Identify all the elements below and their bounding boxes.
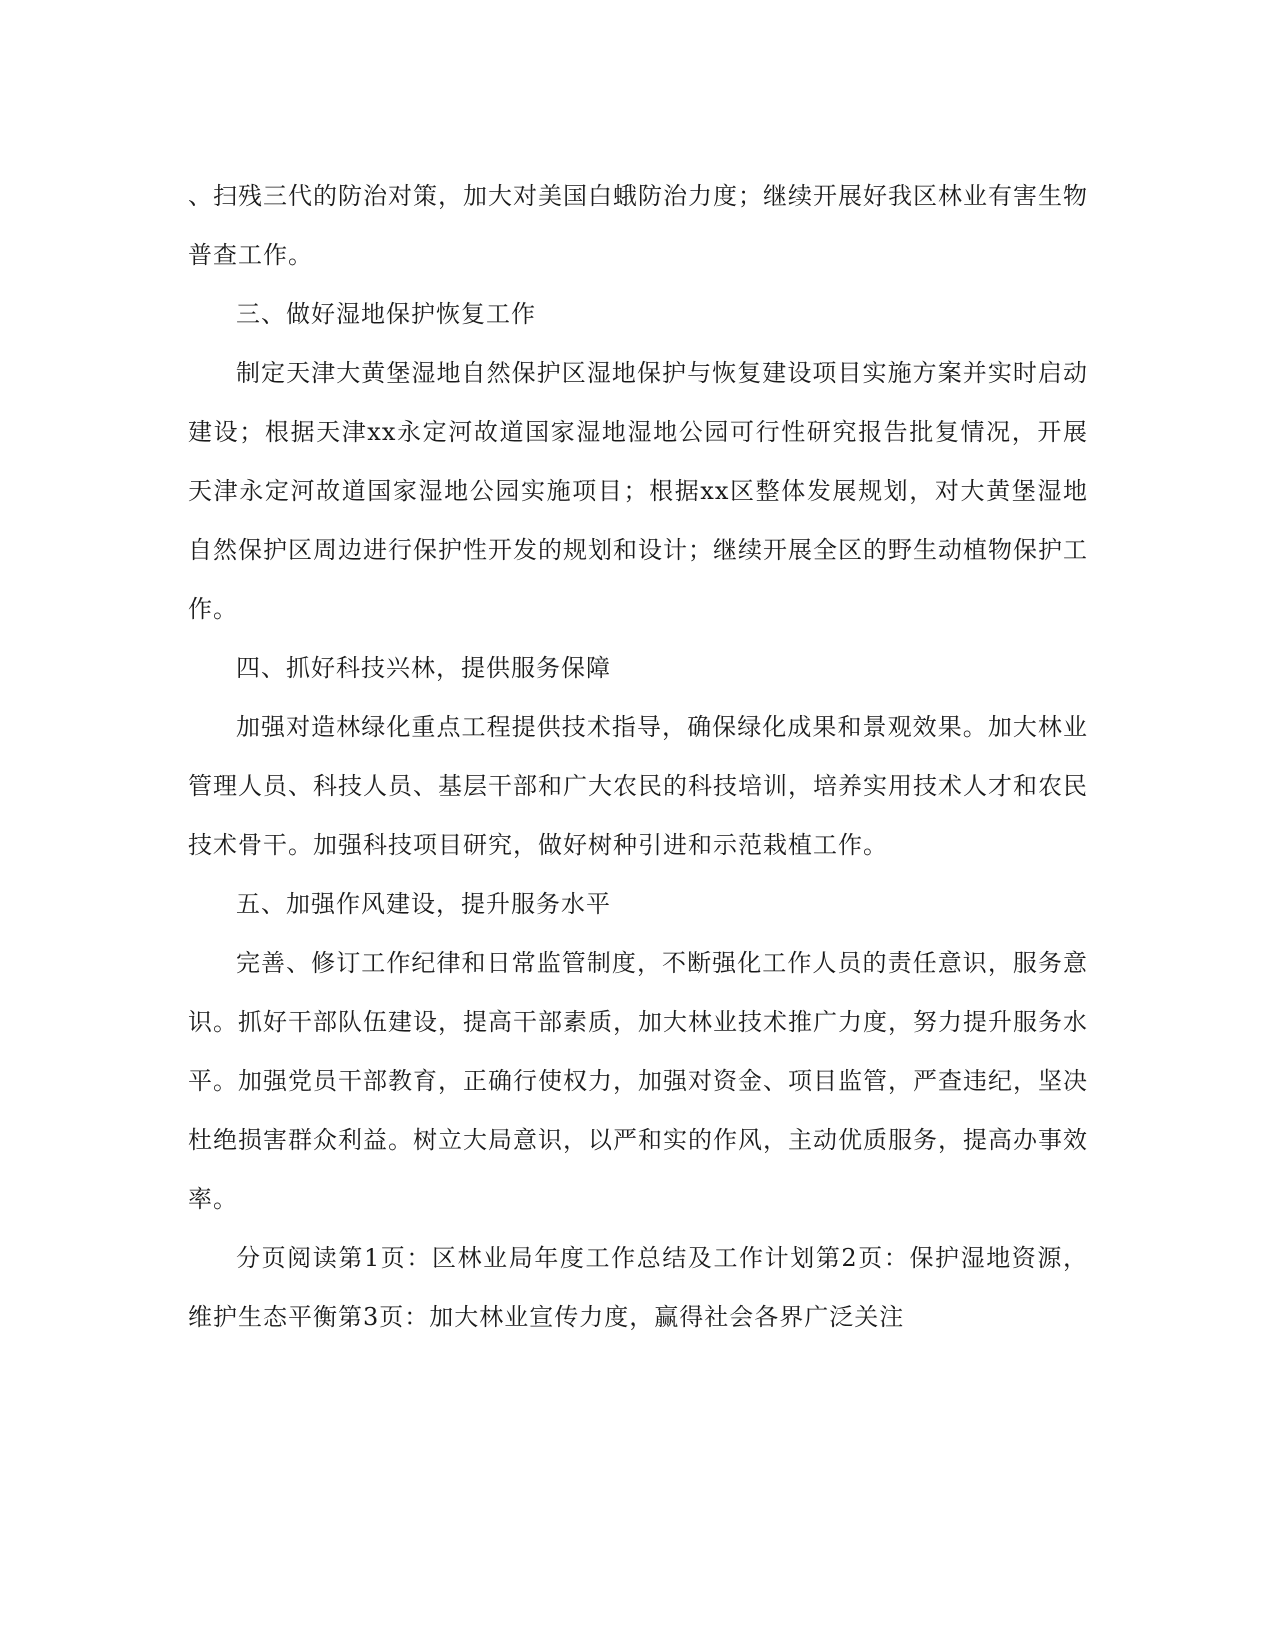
- document-body: [188, 167, 1088, 1347]
- section-heading-3: 三、做好湿地保护恢复工作: [236, 300, 536, 328]
- paragraph-work-style: 完善、修订工作纪律和日常监管制度，不断强化工作人员的责任意识，服务意识。抓好干部队伍建设，提高干部素质，加大林业技术推广力度，努力提升服务水平。加强党员干部教育，正确行使权力，加强对资金、项目监管，严查违纪，坚决杜绝损害群众利益。树立大局意识，以严和实的作风，主动优质服务，提高办事效率。: [188, 949, 1088, 1213]
- paragraph-wetland: 制定天津大黄堡湿地自然保护区湿地保护与恢复建设项目实施方案并实时启动建设；根据天津xx永定河故道国家湿地湿地公园可行性研究报告批复情况，开展天津永定河故道国家湿地公园实施项目；根据xx区整体发展规划，对大黄堡湿地自然保护区周边进行保护性开发的规划和设计；继续开展全区的野生动植物保护工作。: [188, 359, 1088, 623]
- section-heading-4: 四、抓好科技兴林，提供服务保障: [236, 654, 611, 682]
- section-heading-5: 五、加强作风建设，提升服务水平: [236, 890, 611, 918]
- paragraph-continuation: 、扫残三代的防治对策，加大对美国白蛾防治力度；继续开展好我区林业有害生物普查工作。: [188, 182, 1088, 269]
- paragraph-technology: 加强对造林绿化重点工程提供技术指导，确保绿化成果和景观效果。加大林业管理人员、科技人员、基层干部和广大农民的科技培训，培养实用技术人才和农民技术骨干。加强科技项目研究，做好树种引进和示范栽植工作。: [188, 713, 1088, 859]
- paragraph-pagination: 分页阅读第1页：区林业局年度工作总结及工作计划第2页：保护湿地资源，维护生态平衡第3页：加大林业宣传力度，赢得社会各界广泛关注: [188, 1244, 1088, 1331]
